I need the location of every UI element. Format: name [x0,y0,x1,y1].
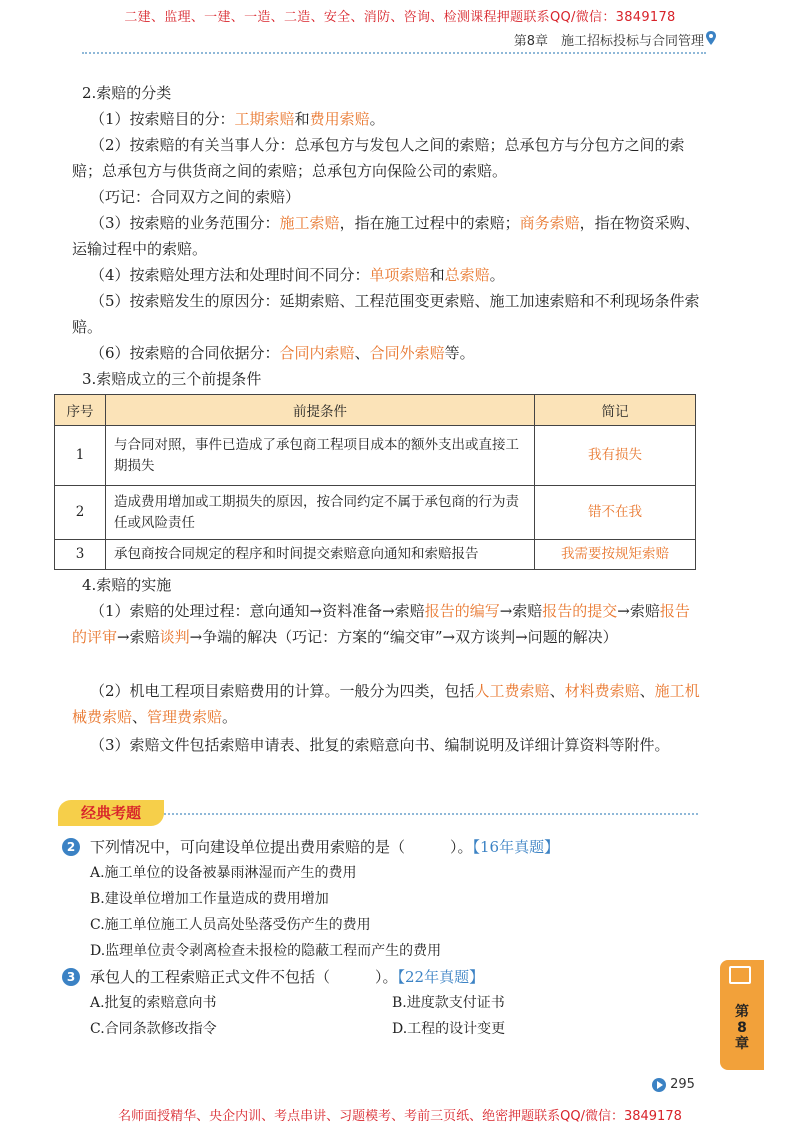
section-2-title: 2.索赔的分类 [82,84,172,102]
sec4-para3: （3）索赔文件包括索赔申请表、批复的索赔意向书、编制说明及详细计算资料等附件。 [90,736,670,754]
sec2-line7: （6）按索赔的合同依据分：合同内索赔、合同外索赔等。 [90,344,475,362]
sec4-para1: （1）索赔的处理过程：意向通知→资料准备→索赔报告的编写→索赔报告的提交→索赔报告的评审→索赔谈判→争端的解决（巧记：方案的“编交审”→双方谈判→问题的解决） [72,602,690,646]
top-banner: 二建、监理、一建、一造、二造、安全、消防、咨询、检测课程押题联系QQ/微信：3849178 [124,10,676,25]
sec4-para2: （2）机电工程项目索赔费用的计算。一般分为四类，包括人工费索赔、材料费索赔、施工机械费索赔、管理费索赔。 [72,682,700,726]
chapter-side-tab [720,960,764,1070]
book-icon [729,966,751,984]
row-tip: 错不在我 [535,486,696,540]
section-4-title: 4.索赔的实施 [82,576,172,594]
chapter-tab-label: 第 8 章 [735,1004,749,1052]
header-divider [82,52,706,54]
question-number-badge: 2 [62,838,80,856]
sec2-line4: （3）按索赔的业务范围分：施工索赔，指在施工过程中的索赔；商务索赔，指在物资采购、运输过程中的索赔。 [72,214,700,258]
sec2-line3: （巧记：合同双方之间的索赔） [90,188,301,206]
sec2-line2: （2）按索赔的有关当事人分：总承包方与发包人之间的索赔；总承包方与分包方之间的索赔；总承包方与供货商之间的索赔；总承包方向保险公司的索赔。 [72,136,685,180]
table-row [55,540,696,570]
option: B.建设单位增加工作量造成的费用增加 [90,891,329,907]
sec2-line1: （1）按索赔目的分：工期索赔和费用索赔。 [90,110,385,128]
table-header-row [55,395,696,426]
option: D.监理单位责令剥离检查未报检的隐蔽工程而产生的费用 [90,943,442,959]
table-header: 前提条件 [106,395,535,426]
section-3-title: 3.索赔成立的三个前提条件 [82,370,262,388]
option: C.施工单位施工人员高处坠落受伤产生的费用 [90,917,371,933]
precondition-table [54,394,696,570]
row-number: 2 [55,486,106,540]
row-number: 3 [55,540,106,570]
option: B.进度款支付证书 [392,995,505,1011]
table-row [55,426,696,486]
table-header: 简记 [535,395,696,426]
row-condition: 造成费用增加或工期损失的原因，按合同约定不属于承包商的行为责任或风险责任 [106,486,535,540]
page-number: 295 [652,1077,695,1095]
option: A.批复的索赔意向书 [90,995,217,1011]
table-row [55,486,696,540]
classic-divider [164,813,698,815]
row-tip: 我有损失 [535,426,696,486]
option: C.合同条款修改指令 [90,1021,217,1037]
question-2-stem: 下列情况中，可向建设单位提出费用索赔的是（ ）。【16年真题】 [90,838,560,856]
option: D.工程的设计变更 [392,1021,506,1037]
bottom-banner: 名师面授精华、央企内训、考点串讲、习题模考、考前三页纸、绝密押题联系QQ/微信：3849178 [118,1109,682,1124]
location-pin-icon [706,31,716,45]
question-number-badge: 3 [62,968,80,986]
chapter-header: 第8章 施工招标投标与合同管理 [513,34,704,49]
classic-questions-label: 经典考题 [58,800,164,826]
row-number: 1 [55,426,106,486]
sec2-line5: （4）按索赔处理方法和处理时间不同分：单项索赔和总索赔。 [90,266,505,284]
question-3-stem: 承包人的工程索赔正式文件不包括（ ）。【22年真题】 [90,968,485,986]
row-tip: 我需要按规矩索赔 [535,540,696,570]
table-header: 序号 [55,395,106,426]
play-arrow-icon [652,1078,666,1092]
option: A.施工单位的设备被暴雨淋湿而产生的费用 [90,865,357,881]
sec2-line6: （5）按索赔发生的原因分：延期索赔、工程范围变更索赔、施工加速索赔和不利现场条件索赔。 [72,292,700,336]
row-condition: 承包商按合同规定的程序和时间提交索赔意向通知和索赔报告 [106,540,535,570]
row-condition: 与合同对照，事件已造成了承包商工程项目成本的额外支出或直接工期损失 [106,426,535,486]
